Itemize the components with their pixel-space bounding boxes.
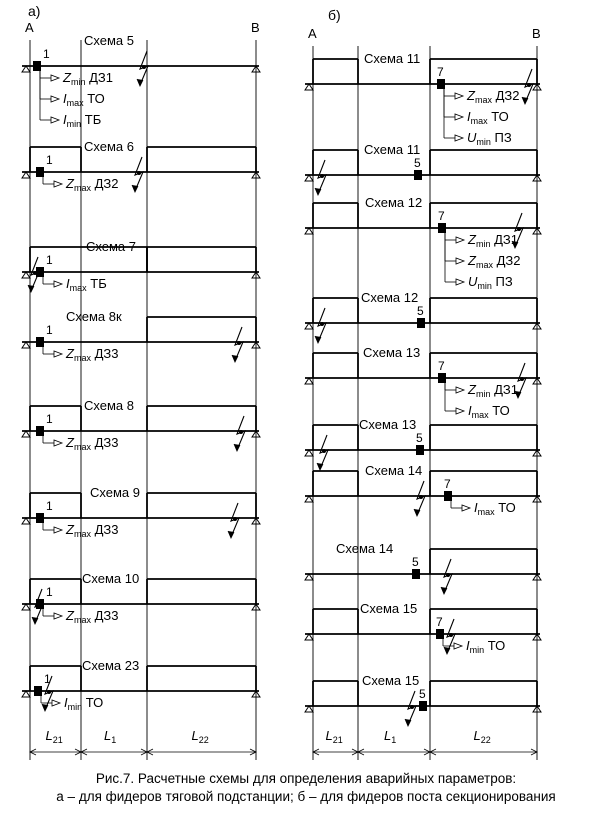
breaker-icon: [36, 167, 44, 177]
scheme-title: Схема 8к: [66, 309, 122, 324]
scheme-title: Схема 15: [360, 601, 418, 616]
segment-length-label: $L_1$: [384, 728, 397, 745]
breaker-number: 7: [436, 615, 443, 629]
fault-arrowhead-icon: [317, 463, 323, 470]
arrow-open-right-icon: [54, 181, 62, 187]
protection-setting-label: $I_{max}$ ТО: [63, 91, 105, 108]
arrow-open-right-icon: [51, 75, 59, 81]
fault-point-icon: [137, 171, 141, 175]
arrow-open-right-icon: [455, 114, 463, 120]
scheme-title: Схема 8: [84, 398, 134, 413]
scheme-block: [305, 345, 541, 420]
breaker-icon: [36, 426, 44, 436]
fault-arrowhead-icon: [132, 185, 138, 192]
breaker-number: 5: [412, 555, 419, 569]
scheme-block: [305, 290, 541, 343]
fault-arrowhead-icon: [405, 719, 411, 726]
arrow-open-right-icon: [456, 237, 464, 243]
scheme-block: [305, 142, 541, 195]
arrow-open-right-icon: [54, 281, 62, 287]
arrow-open-right-icon: [54, 440, 62, 446]
scheme-block: [305, 417, 541, 470]
protection-setting-label: $I_{min}$ ТО: [64, 695, 104, 712]
segment-length-label: $L_{21}$: [45, 728, 63, 745]
figure-caption-line-1: Рис.7. Расчетные схемы для определения аварийных параметров:: [95, 771, 517, 786]
scheme-block: [22, 485, 260, 539]
scheme-title: Схема 23: [82, 658, 140, 673]
breaker-number: 1: [46, 499, 53, 513]
breaker-icon: [438, 373, 446, 383]
breaker-number: 7: [437, 65, 444, 79]
fault-point-icon: [320, 174, 324, 178]
scheme-title: Схема 10: [82, 571, 140, 586]
fault-point-icon: [37, 603, 41, 607]
fault-arrowhead-icon: [414, 509, 420, 516]
protection-setting-label: $U_{min}$ ПЗ: [468, 274, 513, 291]
arrow-open-right-icon: [456, 279, 464, 285]
panel-label: б): [328, 7, 341, 23]
ground-triangle-icon: [305, 574, 313, 580]
scheme-title: Схема 14: [336, 541, 394, 556]
protection-setting-label: $I_{min}$ ТБ: [63, 112, 102, 129]
panel-label: а): [28, 3, 41, 19]
breaker-icon: [417, 318, 425, 328]
fault-arrowhead-icon: [315, 336, 321, 343]
fault-point-icon: [239, 430, 243, 434]
breaker-number: 1: [46, 323, 53, 337]
arrow-open-right-icon: [455, 135, 463, 141]
fault-point-icon: [237, 341, 241, 345]
breaker-icon: [416, 445, 424, 455]
scheme-title: Схема 11: [364, 51, 421, 66]
fault-arrowhead-icon: [228, 531, 234, 538]
scheme-title: Схема 5: [84, 33, 134, 48]
fault-arrowhead-icon: [234, 444, 240, 451]
protection-setting-label: $I_{max}$ ТО: [474, 500, 516, 517]
scheme-title: Схема 12: [361, 290, 419, 305]
protection-setting-label: $I_{max}$ ТБ: [66, 276, 107, 293]
fault-point-icon: [142, 65, 146, 69]
breaker-icon: [414, 170, 422, 180]
fault-point-icon: [446, 573, 450, 577]
end-label-a: A: [308, 26, 317, 41]
scheme-title: Схема 13: [363, 345, 421, 360]
breaker-icon: [419, 701, 427, 711]
breaker-number: 1: [46, 412, 53, 426]
scheme-block: [305, 673, 541, 726]
fault-point-icon: [33, 271, 37, 275]
fault-arrowhead-icon: [42, 704, 48, 711]
scheme-block: [22, 309, 260, 363]
fault-arrowhead-icon: [441, 587, 447, 594]
scheme-title: Схема 15: [362, 673, 420, 688]
protection-setting-label: $I_{max}$ ТО: [468, 403, 510, 420]
arrow-open-right-icon: [455, 93, 463, 99]
arrow-open-right-icon: [51, 96, 59, 102]
scheme-block: [305, 541, 541, 594]
scheme-block: [22, 33, 260, 129]
figure-caption-line-2: а – для фидеров тяговой подстанции; б – для фидеров поста секционирования: [56, 789, 556, 804]
scheme-block: [22, 658, 260, 712]
fault-point-icon: [520, 377, 524, 381]
protection-setting-label: $Z_{min}$ ДЗ1: [63, 70, 113, 87]
breaker-number: 5: [416, 431, 423, 445]
breaker-icon: [437, 79, 445, 89]
end-label-b: B: [251, 20, 260, 35]
fault-arrowhead-icon: [522, 97, 528, 104]
segment-length-label: $L_{22}$: [191, 728, 209, 745]
scheme-block: [305, 195, 541, 291]
fault-arrowhead-icon: [28, 285, 34, 292]
scheme-block: [22, 571, 260, 625]
ground-triangle-icon: [22, 691, 30, 697]
scheme-title: Схема 11: [364, 142, 421, 157]
arrow-open-right-icon: [456, 408, 464, 414]
fault-arrowhead-icon: [137, 79, 143, 86]
protection-setting-label: $I_{min}$ ТО: [466, 638, 506, 655]
breaker-number: 7: [438, 359, 445, 373]
fault-arrowhead-icon: [232, 355, 238, 362]
breaker-icon: [444, 491, 452, 501]
protection-setting-label: $Z_{max}$ ДЗ2: [66, 176, 119, 193]
breaker-icon: [36, 337, 44, 347]
breaker-icon: [438, 223, 446, 233]
protection-setting-label: $Z_{min}$ ДЗ1: [468, 232, 518, 249]
scheme-block: [305, 463, 541, 517]
end-label-b: B: [532, 26, 541, 41]
ground-triangle-icon: [305, 706, 313, 712]
fault-point-icon: [47, 690, 51, 694]
protection-setting-label: $Z_{max}$ ДЗ3: [66, 608, 119, 625]
fault-point-icon: [410, 705, 414, 709]
arrow-open-right-icon: [456, 387, 464, 393]
arrow-open-right-icon: [54, 527, 62, 533]
scheme-title: Схема 9: [90, 485, 140, 500]
fault-point-icon: [320, 322, 324, 326]
scheme-block: [22, 398, 260, 452]
fault-point-icon: [419, 495, 423, 499]
fault-arrowhead-icon: [315, 188, 321, 195]
fault-point-icon: [527, 83, 531, 87]
panel-a: [22, 3, 260, 760]
breaker-icon: [36, 513, 44, 523]
arrow-open-right-icon: [52, 700, 60, 706]
fault-arrowhead-icon: [32, 617, 38, 624]
scheme-title: Схема 7: [86, 239, 136, 254]
breaker-number: 1: [46, 253, 53, 267]
ground-triangle-icon: [305, 634, 313, 640]
scheme-title: Схема 12: [365, 195, 423, 210]
segment-length-label: $L_{22}$: [473, 728, 491, 745]
scheme-title: Схема 13: [359, 417, 417, 432]
ground-triangle-icon: [22, 604, 30, 610]
fault-point-icon: [233, 517, 237, 521]
protection-setting-label: $Z_{min}$ ДЗ1: [468, 382, 518, 399]
breaker-number: 5: [419, 687, 426, 701]
scheme-title: Схема 14: [365, 463, 423, 478]
protection-setting-label: $U_{min}$ ПЗ: [467, 130, 512, 147]
protection-setting-label: $Z_{max}$ ДЗ2: [467, 88, 520, 105]
protection-setting-label: $Z_{max}$ ДЗ3: [66, 346, 119, 363]
arrow-open-right-icon: [462, 505, 470, 511]
scheme-block: [22, 139, 260, 193]
breaker-number: 7: [438, 209, 445, 223]
breaker-number: 1: [43, 47, 50, 61]
panel-b: [305, 7, 541, 760]
arrow-open-right-icon: [51, 117, 59, 123]
breaker-number: 1: [44, 672, 51, 686]
protection-setting-label: $I_{max}$ ТО: [467, 109, 509, 126]
protection-setting-label: $Z_{max}$ ДЗ2: [468, 253, 521, 270]
end-label-a: A: [25, 20, 34, 35]
breaker-icon: [33, 61, 41, 71]
fault-point-icon: [517, 227, 521, 231]
arrow-open-right-icon: [456, 258, 464, 264]
breaker-number: 5: [414, 156, 421, 170]
protection-setting-label: $Z_{max}$ ДЗ3: [66, 522, 119, 539]
scheme-block: [305, 51, 541, 147]
breaker-number: 5: [417, 304, 424, 318]
ground-triangle-icon: [22, 518, 30, 524]
fault-point-icon: [322, 449, 326, 453]
fault-point-icon: [449, 633, 453, 637]
scheme-title: Схема 6: [84, 139, 134, 154]
scheme-block: [305, 601, 541, 655]
breaker-number: 1: [46, 153, 53, 167]
segment-length-label: $L_{21}$: [325, 728, 343, 745]
arrow-open-right-icon: [54, 351, 62, 357]
arrow-open-right-icon: [54, 613, 62, 619]
arrow-open-right-icon: [454, 643, 462, 649]
breaker-icon: [436, 629, 444, 639]
breaker-number: 1: [46, 585, 53, 599]
breaker-number: 7: [444, 477, 451, 491]
segment-length-label: $L_1$: [104, 728, 117, 745]
breaker-icon: [412, 569, 420, 579]
scheme-block: [22, 239, 260, 293]
protection-setting-label: $Z_{max}$ ДЗ3: [66, 435, 119, 452]
breaker-icon: [34, 686, 42, 696]
fault-arrowhead-icon: [444, 647, 450, 654]
